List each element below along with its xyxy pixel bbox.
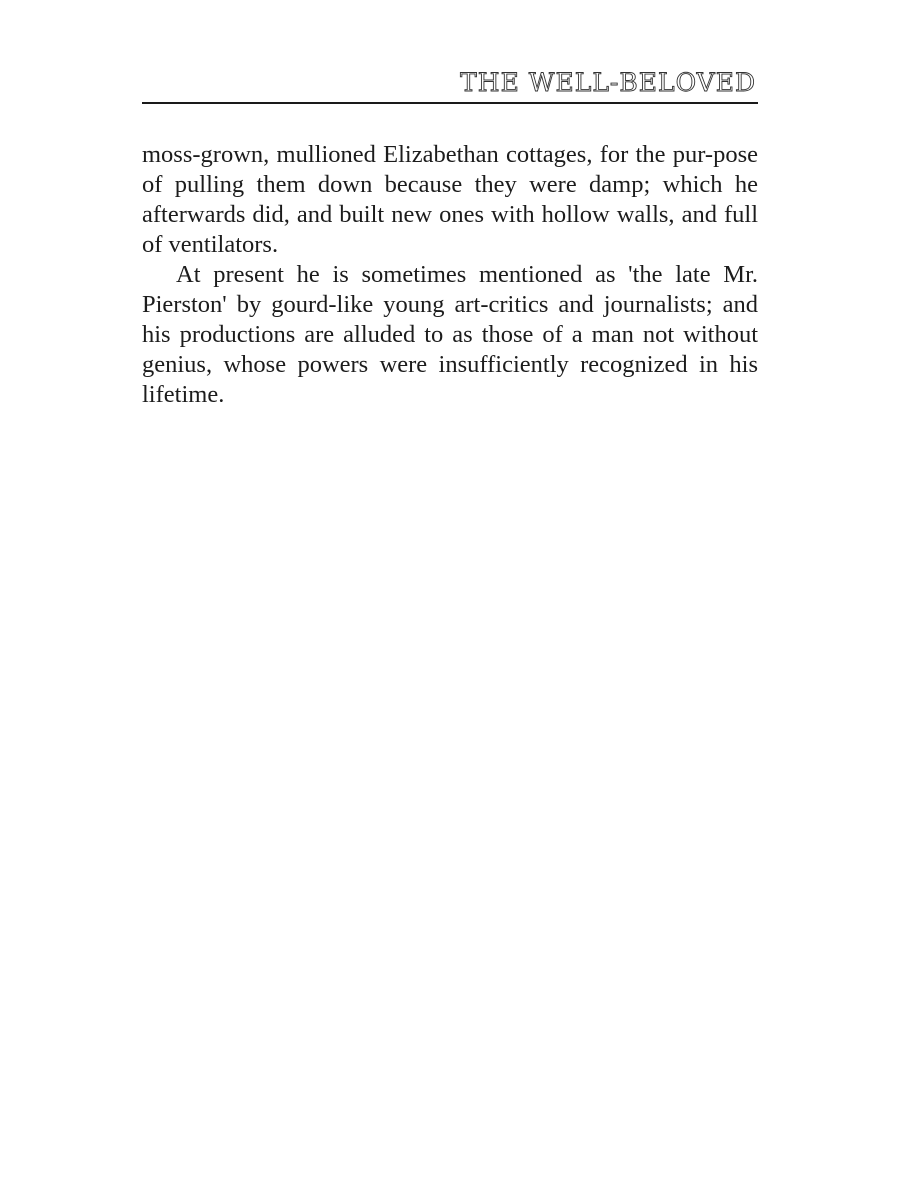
paragraph-continued: moss-grown, mullioned Elizabethan cottages, for the pur-pose of pulling them down because they were damp; which he afterwards did, and built new ones with hollow walls, and full of ventilators. bbox=[142, 141, 758, 258]
body-text bbox=[142, 140, 758, 410]
paragraph: At present he is sometimes mentioned as 'the late Mr. Pierston' by gourd-like young art-critics and journalists; and his productions are alluded to as those of a man not without genius, whose powers were insufficiently recognized in his lifetime. bbox=[142, 261, 758, 408]
running-header-title: THE WELL-BELOVED bbox=[460, 68, 756, 97]
running-header bbox=[142, 66, 758, 104]
